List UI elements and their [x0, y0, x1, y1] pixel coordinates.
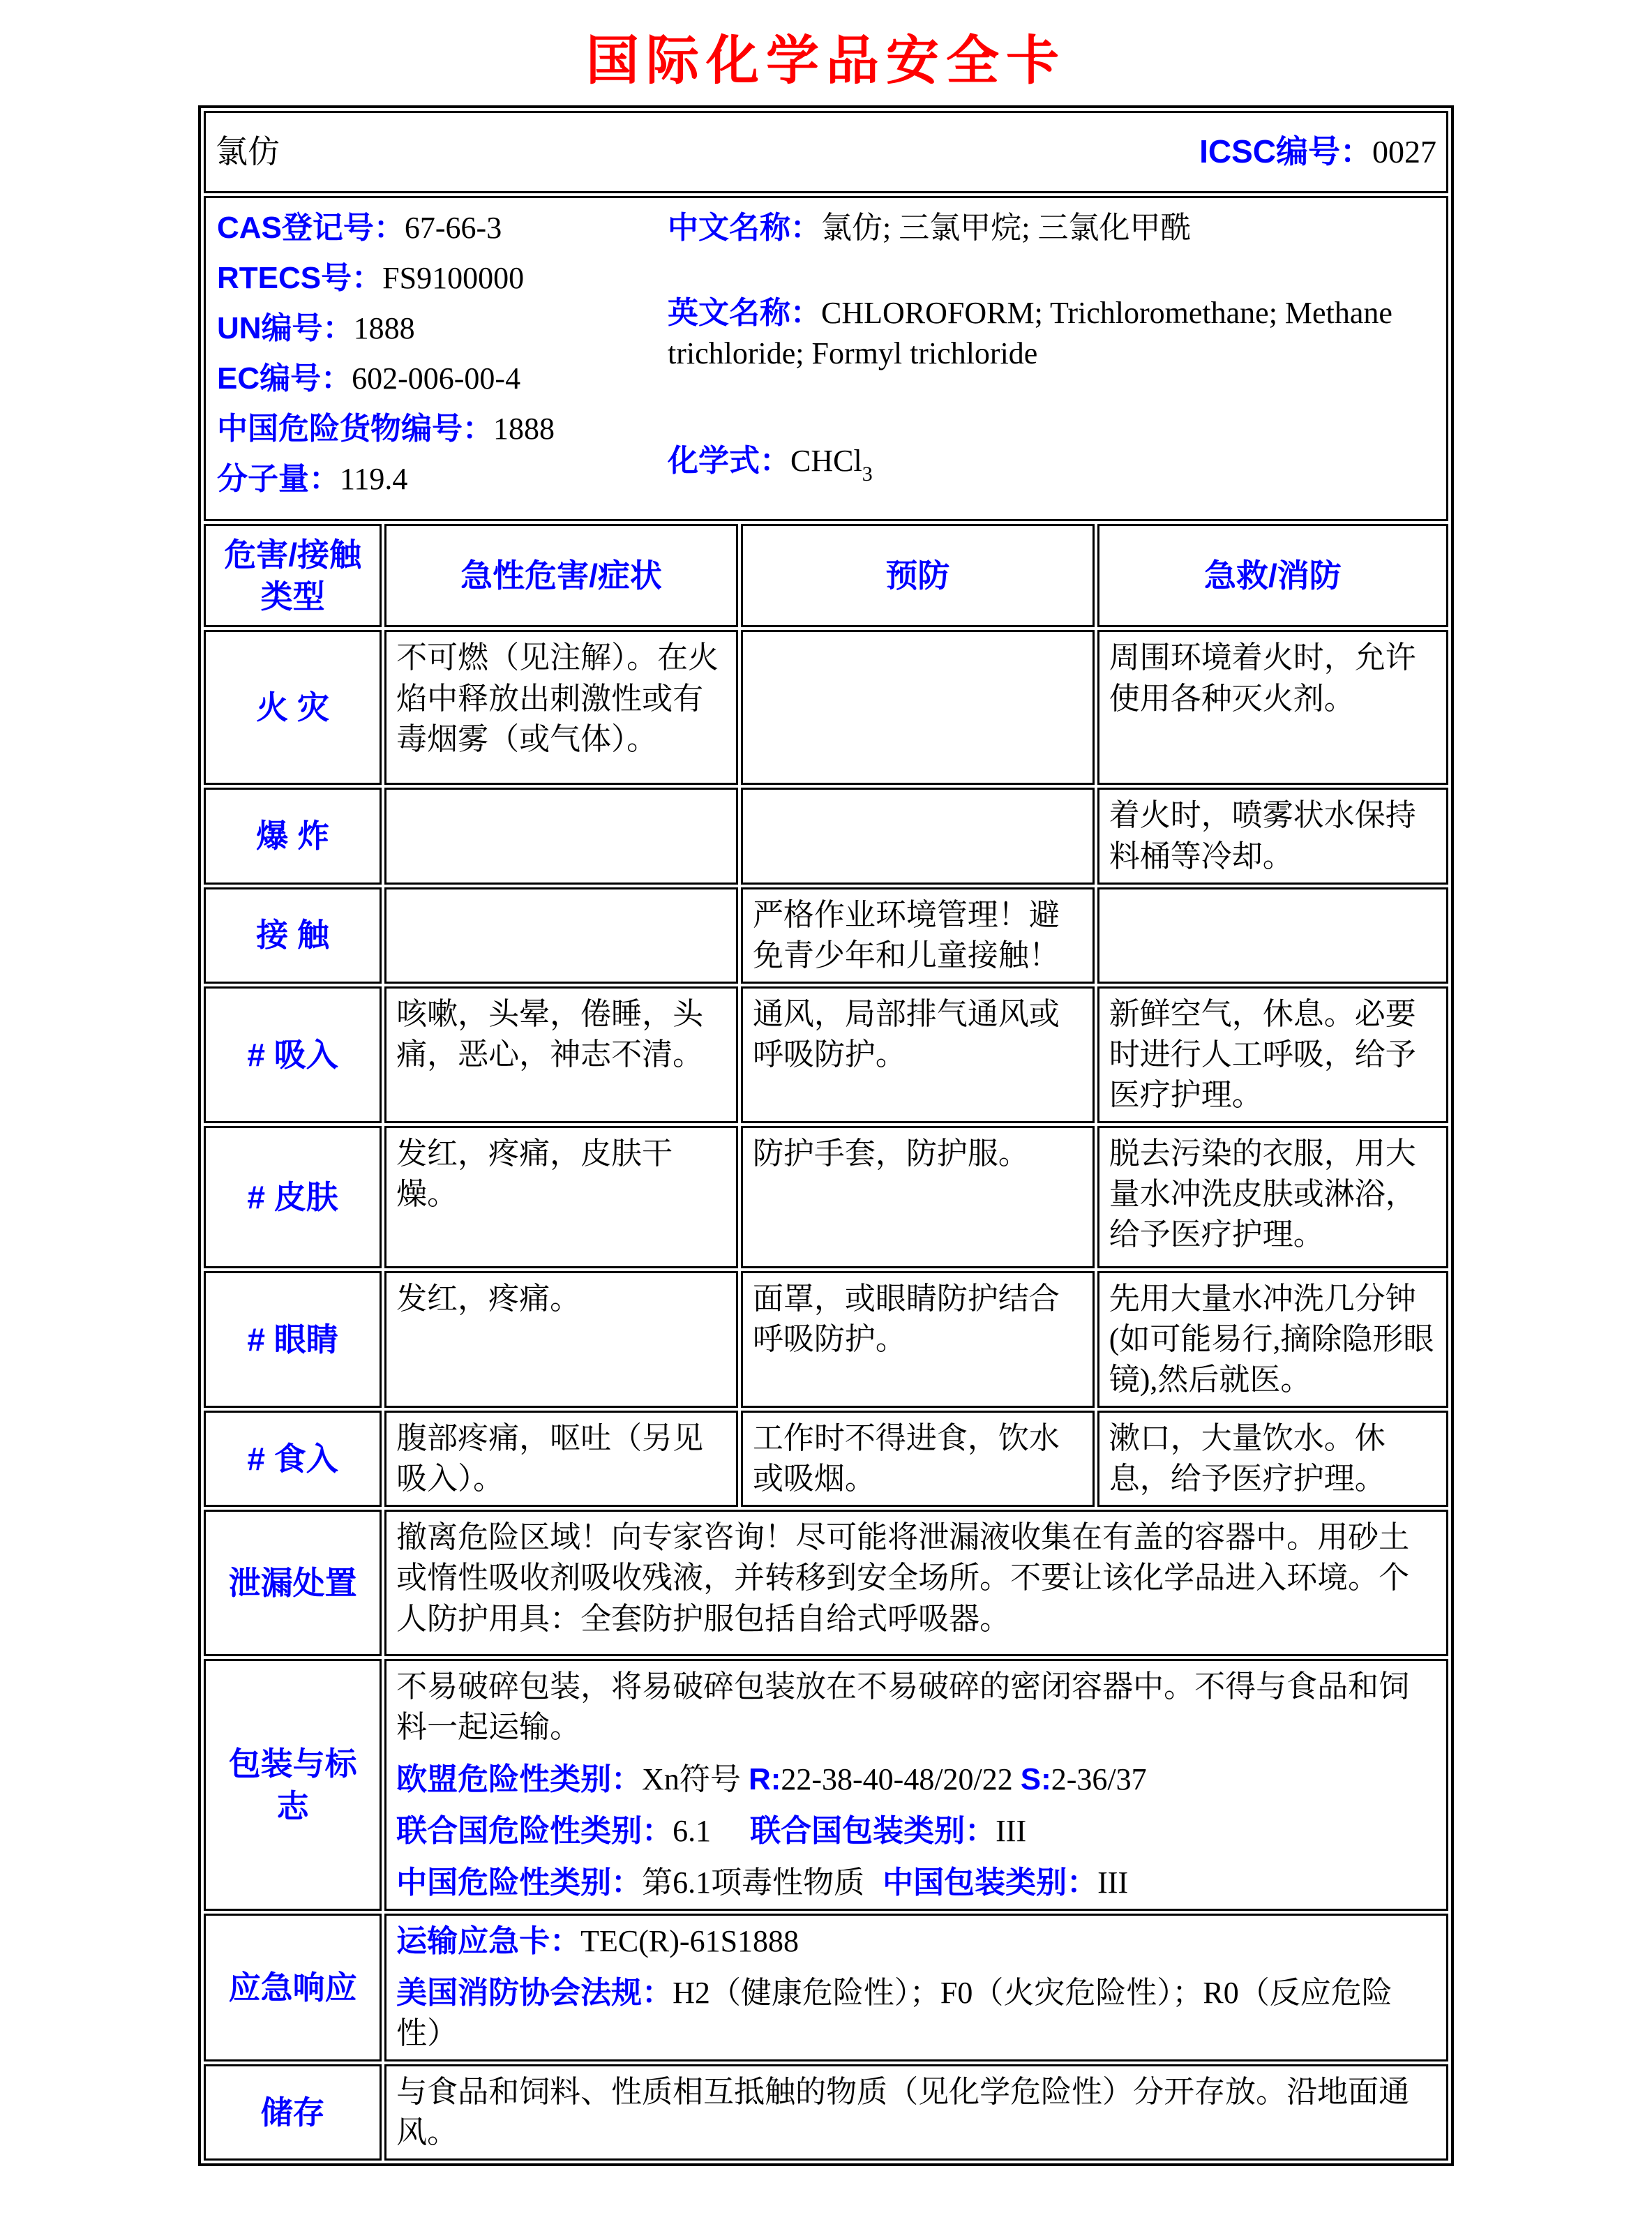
table-row-spill: [204, 1510, 1448, 1656]
table-row-skin: [204, 1126, 1448, 1268]
identifier-china-dg: 中国危险货物编号：1888: [217, 412, 555, 446]
eyes-firstaid-cell: 先用大量水冲洗几分钟(如可能易行,摘除隐形眼镜),然后就医。: [1097, 1271, 1448, 1408]
icsc-number: [1199, 130, 1436, 174]
row-label-eyes: # 眼睛: [204, 1271, 382, 1408]
col-header-prevention: 预防: [741, 524, 1095, 627]
hazard-header-row: [204, 524, 1448, 627]
identifier-cas: CAS登记号：67-66-3: [217, 211, 502, 245]
col-header-hazard-type: 危害/接触类型: [204, 524, 382, 627]
contact-symptoms-cell: [384, 887, 738, 984]
icsc-number-value: 0027: [1372, 134, 1436, 170]
page-title: 国际化学品安全卡: [586, 31, 1066, 91]
ingestion-prevention-cell: 工作时不得进食，饮水或吸烟。: [741, 1411, 1095, 1507]
col-header-symptoms: 急性危害/症状: [384, 524, 738, 627]
table-row-explosion: [204, 788, 1448, 884]
chinese-names: 中文名称：氯仿; 三氯甲烷; 三氯化甲酰: [668, 211, 1192, 245]
packaging-transport-note: 不易破碎包装，将易破碎包装放在不易破碎的密闭容器中。不得与食品和饲料一起运输。: [396, 1669, 1410, 1745]
row-label-storage: 储存: [204, 2064, 382, 2161]
icsc-card-table: [198, 105, 1454, 2166]
skin-symptoms-cell: 发红，疼痛，皮肤干燥。: [384, 1126, 738, 1268]
icsc-number-label: ICSC编号：: [1199, 133, 1372, 170]
ingestion-symptoms-cell: 腹部疼痛，呕吐（另见吸入）。: [384, 1411, 738, 1507]
row-label-ingestion: # 食入: [204, 1411, 382, 1507]
spill-content-cell: 撤离危险区域！向专家咨询！尽可能将泄漏液收集在有盖的容器中。用砂土或惰性吸收剂吸收残液，并转移到安全场所。不要让该化学品进入环境。个人防护用具：全套防护服包括自给式呼吸器。: [384, 1510, 1448, 1656]
identifier-mol-weight: 分子量：119.4: [217, 462, 408, 497]
table-row-eyes: [204, 1271, 1448, 1408]
emergency-nfpa-line: 美国消防协会法规：H2（健康危险性）；F0（火灾危险性）；R0（反应危险性）: [396, 1975, 1392, 2050]
contact-prevention-cell: 严格作业环境管理！避免青少年和儿童接触！: [741, 887, 1095, 984]
identifier-ec: EC编号：602-006-00-4: [217, 361, 521, 396]
table-row-fire: [204, 630, 1448, 785]
explosion-symptoms-cell: [384, 788, 738, 884]
explosion-firstaid-cell: 着火时，喷雾状水保持料桶等冷却。: [1097, 788, 1448, 884]
fire-prevention-cell: [741, 630, 1095, 785]
row-label-spill: 泄漏处置: [204, 1510, 382, 1656]
eyes-symptoms-cell: 发红，疼痛。: [384, 1271, 738, 1408]
table-row-packaging: [204, 1659, 1448, 1910]
packaging-cn-class-line: 中国危险性类别：第6.1项毒性物质 中国包装类别：III: [396, 1865, 1129, 1900]
explosion-prevention-cell: [741, 788, 1095, 884]
ingestion-firstaid-cell: 漱口，大量饮水。休息，给予医疗护理。: [1097, 1411, 1448, 1507]
chemical-name: 氯仿: [216, 133, 280, 170]
row-label-skin: # 皮肤: [204, 1126, 382, 1268]
skin-firstaid-cell: 脱去污染的衣服，用大量水冲洗皮肤或淋浴，给予医疗护理。: [1097, 1126, 1448, 1268]
identifier-rtecs: RTECS号：FS9100000: [217, 261, 525, 296]
skin-prevention-cell: 防护手套，防护服。: [741, 1126, 1095, 1268]
packaging-eu-class-line: 欧盟危险性类别：Xn符号 R:22-38-40-48/20/22 S:2-36/37: [396, 1762, 1147, 1796]
table-row-emergency: [204, 1914, 1448, 2061]
storage-content-cell: 与食品和饲料、性质相互抵触的物质（见化学危险性）分开存放。沿地面通风。: [384, 2064, 1448, 2161]
table-row-storage: [204, 2064, 1448, 2161]
packaging-content-cell: [384, 1659, 1448, 1910]
contact-firstaid-cell: [1097, 887, 1448, 984]
table-row-contact: [204, 887, 1448, 984]
row-label-fire: 火 灾: [204, 630, 382, 785]
table-row-inhalation: [204, 986, 1448, 1123]
col-header-firstaid: 急救/消防: [1097, 524, 1448, 627]
table-row-ingestion: [204, 1411, 1448, 1507]
inhalation-prevention-cell: 通风，局部排气通风或呼吸防护。: [741, 986, 1095, 1123]
card-header-cell: [204, 111, 1448, 193]
row-label-emergency: 应急响应: [204, 1914, 382, 2061]
eyes-prevention-cell: 面罩，或眼睛防护结合呼吸防护。: [741, 1271, 1095, 1408]
fire-symptoms-cell: 不可燃（见注解）。在火焰中释放出刺激性或有毒烟雾（或气体）。: [384, 630, 738, 785]
identifier-un: UN编号：1888: [217, 311, 415, 346]
row-label-inhalation: # 吸入: [204, 986, 382, 1123]
row-label-explosion: 爆 炸: [204, 788, 382, 884]
inhalation-firstaid-cell: 新鲜空气，休息。必要时进行人工呼吸，给予医疗护理。: [1097, 986, 1448, 1123]
name-list: [668, 208, 1435, 509]
chemical-formula: 化学式：CHCl$_3$: [668, 444, 873, 486]
english-names: 英文名称：CHLOROFORM; Trichloromethane; Methane trichloride; Formyl trichloride: [668, 296, 1392, 371]
row-label-packaging: 包装与标志: [204, 1659, 382, 1910]
fire-firstaid-cell: 周围环境着火时，允许使用各种灭火剂。: [1097, 630, 1448, 785]
emergency-tec-line: 运输应急卡：TEC(R)-61S1888: [396, 1923, 799, 1958]
identification-cell: [204, 196, 1448, 521]
packaging-un-class-line: 联合国危险性类别：6.1 联合国包装类别：III: [396, 1813, 1027, 1848]
identifier-list: [217, 208, 668, 509]
row-label-contact: 接 触: [204, 887, 382, 984]
emergency-content-cell: [384, 1914, 1448, 2061]
inhalation-symptoms-cell: 咳嗽，头晕，倦睡，头痛，恶心，神志不清。: [384, 986, 738, 1123]
